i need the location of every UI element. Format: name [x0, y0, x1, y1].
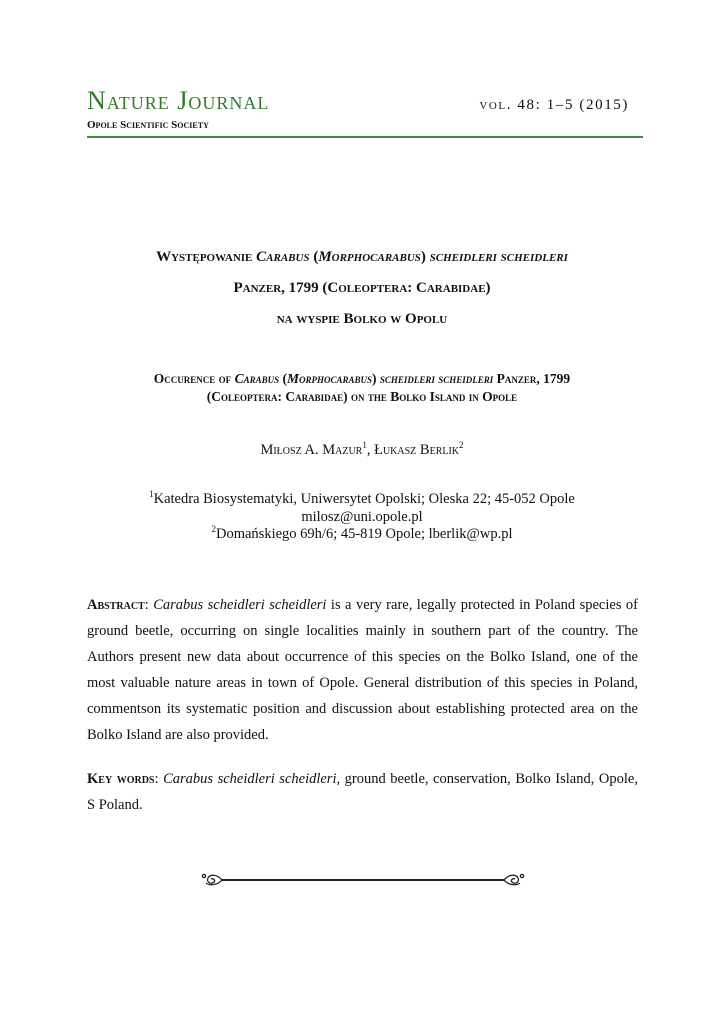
polish-title-line-1: Występowanie Carabus (Morphocarabus) scheidleri scheidleri: [156, 249, 568, 265]
english-title-line-1: Occurence of Carabus (Morphocarabus) scheidleri scheidleri Panzer, 1799: [153, 371, 571, 386]
keywords-colon: :: [154, 771, 164, 787]
author-separator: ,: [366, 442, 375, 458]
polish-title-species: scheidleri scheidleri: [429, 249, 568, 265]
polish-title-line-2: Panzer, 1799 (Coleoptera: Carabidae): [233, 280, 491, 296]
affiliation-1-mark: 1: [149, 489, 154, 500]
polish-title-line-3: na wyspie Bolko w Opolu: [276, 311, 448, 327]
keywords-species: Carabus scheidleri scheidleri: [163, 771, 337, 787]
polish-title-subgenus: Morphocarabus: [318, 249, 421, 265]
abstract-label: Abstract: [87, 597, 145, 613]
keywords-text: , ground beetle, conservation, Bolko Island, Opole, S Poland.: [87, 771, 638, 813]
header-rule: [87, 136, 643, 138]
english-title-line-2: (Coleoptera: Carabidae) on the Bolko Island in Opole: [206, 389, 518, 404]
affiliation-1: [60, 491, 664, 508]
english-title-genus: Carabus: [234, 371, 280, 386]
affiliation-2-text: Domańskiego 69h/6; 45-819 Opole; lberlik@wp.pl: [216, 526, 513, 542]
author-1: Miłosz A. Mazur: [260, 442, 363, 458]
affiliation-2-mark: 2: [211, 524, 216, 535]
english-title-species: scheidleri scheidleri: [379, 371, 494, 386]
polish-title-genus: Carabus: [256, 249, 310, 265]
affiliation-1-email: milosz@uni.opole.pl: [301, 509, 423, 525]
society-name: Opole Scientific Society: [87, 119, 209, 131]
english-title-author-year: Panzer, 1799: [493, 371, 571, 386]
abstract: [87, 592, 638, 748]
abstract-species: Carabus scheidleri scheidleri: [153, 597, 327, 613]
section-divider-ornament: [200, 870, 526, 890]
english-title-subgenus: Morphocarabus: [286, 371, 372, 386]
polish-title-lead: Występowanie: [156, 249, 257, 265]
english-title-lead: Occurence of: [153, 371, 235, 386]
abstract-text: is a very rare, legally protected in Poland species of ground beetle, occurring on single localities mainly in southern part of the country. The Authors present new data about occurrence of this species on the Bolko Island, one of the most valuable nature areas in town of Opole. General distribution of this species in Poland, commentson its systematic position and discussion about establishing protected area on the Bolko Island are also provided.: [87, 597, 639, 743]
author-2-affiliation-mark: 2: [459, 440, 464, 451]
author-1-affiliation-mark: 1: [362, 440, 367, 451]
authors: [60, 442, 664, 459]
keywords: [87, 766, 638, 818]
journal-volume: vol. 48: 1–5 (2015): [479, 97, 629, 113]
journal-header: [87, 86, 643, 140]
keywords-label: Key words: [87, 771, 155, 787]
abstract-colon: :: [144, 597, 154, 613]
author-2: Łukasz Berlik: [374, 442, 460, 458]
affiliation-1-text: Katedra Biosystematyki, Uniwersytet Opolski; Oleska 22; 45-052 Opole: [153, 491, 575, 507]
affiliation-2: [60, 526, 664, 543]
journal-title: Nature Journal: [87, 86, 270, 115]
